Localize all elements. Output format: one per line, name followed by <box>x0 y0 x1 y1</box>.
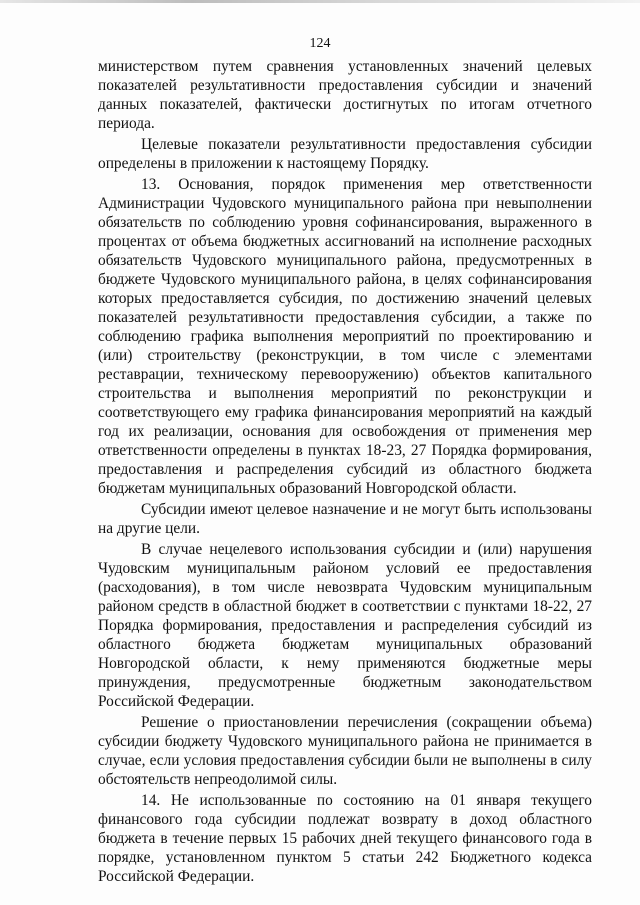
paragraph-suspension-decision: Решение о приостановлении перечисления (сокращении объема) субсидии бюджету Чудовского муниципального района не принимается в случае, если условия предоставления субсидии были не выполнены в силу обстоятельств непреодолимой силы. <box>98 714 592 788</box>
paragraph-misuse: В случае нецелевого использования субсидии и (или) нарушения Чудовским муниципальным районом условий ее предоставления (расходования), в том числе невозврата Чудовским муниципальным районом средств в областной бюджет в соответствии с пунктами 18-22, 27 Порядка формирования, предоставления и распределения субсидий из областного бюджета бюджетам муниципальных образований Новгородской области, к нему применяются бюджетные меры принуждения, предусмотренные бюджетным законодательством Российской Федерации. <box>98 541 592 710</box>
paragraph-target-indicators: Целевые показатели результативности предоставления субсидии определены в приложении к настоящему Порядку. <box>98 136 592 172</box>
paragraph-ministry-comparison: министерством путем сравнения установленных значений целевых показателей результативности предоставления субсидии и значений данных показателей, фактически достигнутых по итогам отчетного периода. <box>98 58 592 132</box>
paragraph-section-14: 14. Не использованные по состоянию на 01 января текущего финансового года субсидии подлежат возврату в доход областного бюджета в течение первых 15 рабочих дней текущего финансового года в порядке, установленном пунктом 5 статьи 242 Бюджетного кодекса Российской Федерации. <box>98 792 592 885</box>
paragraph-section-13: 13. Основания, порядок применения мер ответственности Администрации Чудовского муниципального района при невыполнении обязательств по соблюдению уровня софинансирования, выраженного в процентах от объема бюджетных ассигнований на исполнение расходных обязательств Чудовского муниципального района, предусмотренных в бюджете Чудовского муниципального района, в целях софинансирования которых предоставляется субсидия, по достижению значений целевых показателей результативности предоставления субсидии, а также по соблюдению графика выполнения мероприятий по проектированию и (или) строительству (реконструкции, в том числе с элементами реставрации, техническому перевооружению) объектов капитального строительства и выполнения мероприятий по реконструкции и соответствующего ему графика финансирования мероприятий на каждый год их реализации, основания для освобождения от применения мер ответственности определены в пунктах 18-23, 27 Порядка формирования, предоставления и распределения субсидий из областного бюджета бюджетам муниципальных образований Новгородской области. <box>98 176 592 497</box>
scan-edge-artifact <box>0 0 640 3</box>
document-body <box>98 57 592 888</box>
page-number: 124 <box>309 36 331 51</box>
paragraph-purpose: Субсидии имеют целевое назначение и не могут быть использованы на другие цели. <box>98 501 592 537</box>
